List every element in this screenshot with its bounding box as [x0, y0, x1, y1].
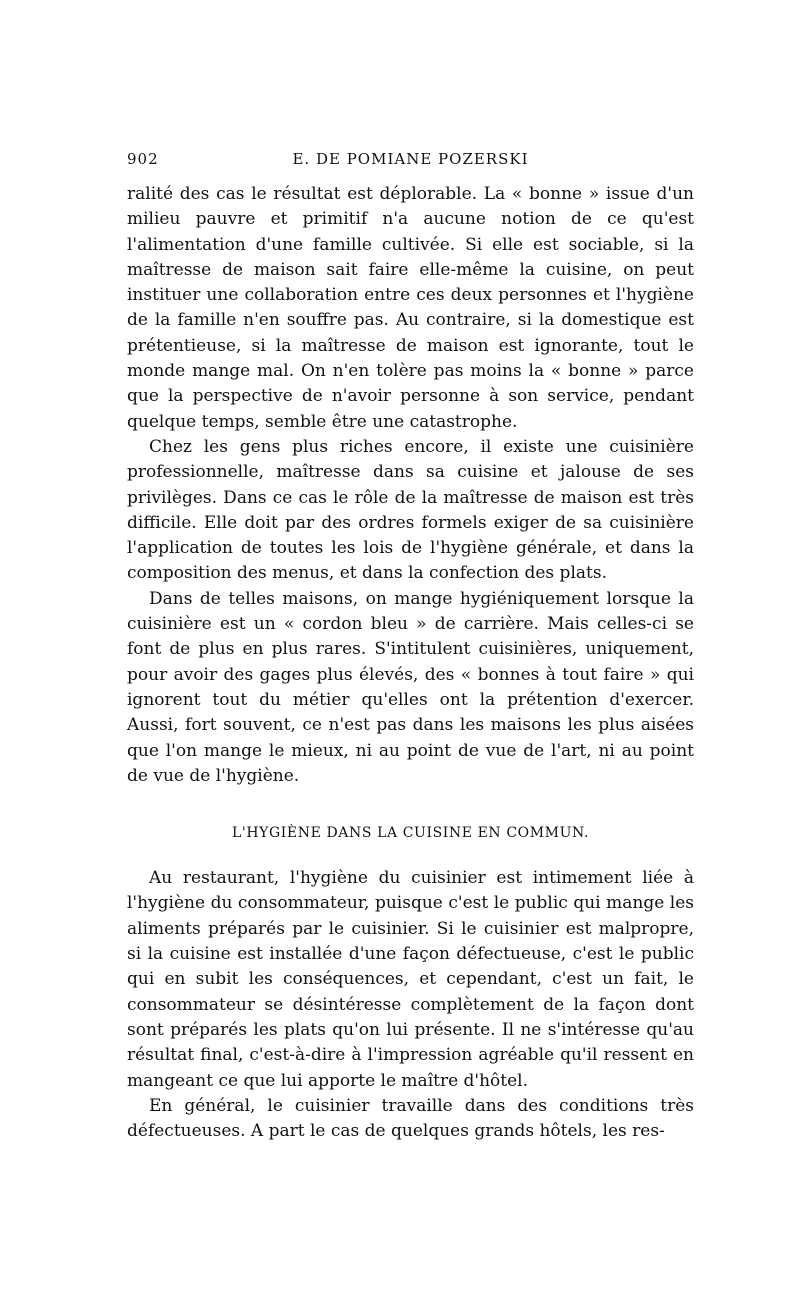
- body-text: [127, 182, 694, 1144]
- book-page: [127, 150, 694, 1144]
- running-head: [127, 150, 694, 176]
- running-title: E. DE POMIANE POZERSKI: [292, 150, 529, 168]
- paragraph: En général, le cuisinier travaille dans des conditions très défectueuses. A part le cas de quelques grands hôtels, les res-: [127, 1095, 694, 1142]
- section-heading: L'HYGIÈNE DANS LA CUISINE EN COMMUN.: [232, 825, 589, 842]
- paragraph: Au restaurant, l'hygiène du cuisinier est intimement liée à l'hygiène du consommateur, puisque c'est le public qui mange les aliments préparés par le cuisinier. Si le cuisinier est malpropre, si la cuisine est installée d'une façon défectueuse, c'est le public qui en subit les conséquences, et cependant, c'est un fait, le consommateur se désintéresse complètement de la façon dont sont préparés les plats qu'on lui présente. Il ne s'intéresse qu'au résultat final, c'est-à-dire à l'impression agréable qu'il ressent en mangeant ce que lui apporte le maître d'hôtel.: [127, 868, 694, 1091]
- paragraph: Dans de telles maisons, on mange hygiéniquement lorsque la cuisinière est un « cordon bleu » de carrière. Mais celles-ci se font de plus en plus rares. S'intitulent cuisinières, uniquement, pour avoir des gages plus élevés, des « bonnes à tout faire » qui ignorent tout du métier qu'elles ont la prétention d'exercer. Aussi, fort souvent, ce n'est pas dans les maisons les plus aisées que l'on mange le mieux, ni au point de vue de l'art, ni au point de vue de l'hygiène.: [127, 588, 694, 786]
- paragraph: Chez les gens plus riches encore, il existe une cuisinière professionnelle, maîtresse dans sa cuisine et jalouse de ses privilèges. Dans ce cas le rôle de la maîtresse de maison est très difficile. Elle doit par des ordres formels exiger de sa cuisinière l'application de toutes les lois de l'hygiène générale, et dans la composition des menus, et dans la confection des plats.: [127, 436, 694, 584]
- page-number: 902: [127, 150, 159, 168]
- paragraph: ralité des cas le résultat est déplorable. La « bonne » issue d'un milieu pauvre et primitif n'a aucune notion de ce qu'est l'alimentation d'une famille cultivée. Si elle est sociable, si la maîtresse de maison sait faire elle-même la cuisine, on peut instituer une collaboration entre ces deux personnes et l'hygiène de la famille n'en souffre pas. Au contraire, si la domestique est prétentieuse, si la maîtresse de maison est ignorante, tout le monde mange mal. On n'en tolère pas moins la « bonne » parce que la perspective de n'avoir personne à son service, pendant quelque temps, semble être une catastrophe.: [127, 184, 694, 432]
